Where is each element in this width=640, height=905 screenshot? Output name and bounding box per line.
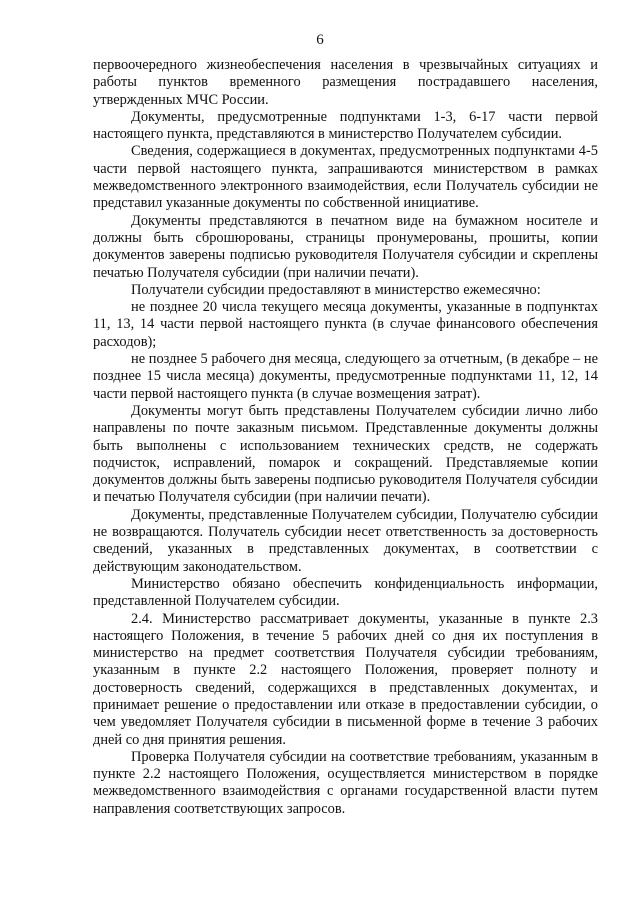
page-number: 6 <box>316 32 324 48</box>
paragraph-deadline-5th-workday: не позднее 5 рабочего дня месяца, следующего за отчетным, (в декабре – не позднее 15 числа месяца) документы, предусмотренные подпунктами 11, 12, 14 части первой настоящего пункта (в случае возмещения затрат). <box>93 351 598 402</box>
paragraph-documents-submission: Документы, предусмотренные подпунктами 1-3, 6-17 части первой настоящего пункта, представляются в министерство Получателем субсидии. <box>93 108 598 143</box>
paragraph-paper-format: Документы представляются в печатном виде на бумажном носителе и должны быть сброшюрованы, страницы пронумерованы, прошиты, копии документов заверены подписью руководителя Получателя субсидии и скреплены печатью Получателя субсидии (при наличии печати). <box>93 212 598 281</box>
paragraph-no-return: Документы, представленные Получателем субсидии, Получателю субсидии не возвращаются. Получатель субсидии несет ответственность за достоверность сведений, указанных в представленных документах, в соответствии с действующим законодательством. <box>93 506 598 575</box>
paragraph-interagency-request: Сведения, содержащиеся в документах, предусмотренных подпунктами 4-5 части первой настоящего пункта, запрашиваются министерством в рамках межведомственного электронного взаимодействия, если Получатель субсидии не представил указанные документы по собственной инициативе. <box>93 143 598 212</box>
paragraph-compliance-check: Проверка Получателя субсидии на соответствие требованиям, указанным в пункте 2.2 настоящего Положения, осуществляется министерством в порядке межведомственного взаимодействия с органами государственной власти путем направления соответствующих запросов. <box>93 748 598 817</box>
paragraph-continuation: первоочередного жизнеобеспечения населения в чрезвычайных ситуациях и работы пунктов временного размещения пострадавшего населения, утвержденных МЧС России. <box>93 57 598 108</box>
paragraph-monthly-submission: Получатели субсидии предоставляют в министерство ежемесячно: <box>131 281 541 298</box>
paragraph-section-2-4: 2.4. Министерство рассматривает документы, указанные в пункте 2.3 настоящего Положения, в течение 5 рабочих дней со дня их поступления в министерство на предмет соответствия Получателя субсидии требованиям, указанным в пункте 2.2 настоящего Положения, проверяет полноту и достоверность сведений, содержащихся в представленных документах, и принимает решение о предоставлении или отказе в предоставлении субсидии, о чем уведомляет Получателя субсидии в письменной форме в течение 3 рабочих дней со дня принятия решения. <box>93 610 598 748</box>
paragraph-deadline-20th: не позднее 20 числа текущего месяца документы, указанные в подпунктах 11, 13, 14 части первой настоящего пункта (в случае финансового обеспечения расходов); <box>93 299 598 350</box>
document-body <box>93 57 598 818</box>
paragraph-confidentiality: Министерство обязано обеспечить конфиденциальность информации, представленной Получателем субсидии. <box>93 575 598 610</box>
paragraph-delivery-requirements: Документы могут быть представлены Получателем субсидии лично либо направлены по почте заказным письмом. Представленные документы должны быть выполнены с использованием технических средств, не содержать подчисток, исправлений, помарок и сокращений. Представляемые копии документов должны быть заверены подписью руководителя Получателя субсидии и печатью Получателя субсидии (при наличии печати). <box>93 402 598 506</box>
